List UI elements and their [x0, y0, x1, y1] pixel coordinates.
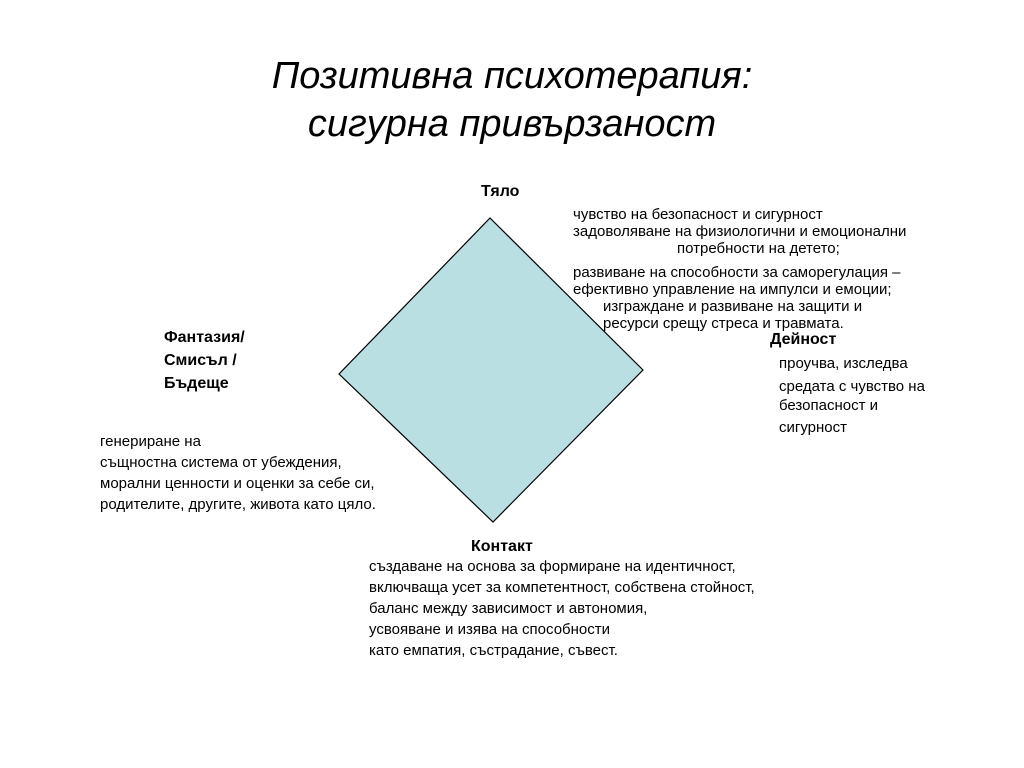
label-contact: Контакт	[471, 538, 533, 555]
fantasy-line: морални ценности и оценки за себе си,	[100, 475, 375, 492]
fantasy-description	[100, 431, 376, 515]
body-line: задоволяване на физиологични и емоционални	[573, 223, 907, 240]
body-line: ресурси срещу стреса и травмата.	[603, 315, 844, 332]
fantasy-line: генериране на	[100, 433, 201, 450]
label-activity: Дейност	[770, 331, 837, 348]
activity-line: безопасност и	[779, 397, 878, 414]
fantasy-line: същностна система от убеждения,	[100, 454, 342, 471]
fantasy-label-line: Смисъл /	[164, 352, 237, 369]
activity-description	[779, 354, 925, 437]
fantasy-label-line: Фантазия/	[164, 329, 245, 346]
contact-line: включваща усет за компетентност, собствена стойност,	[369, 579, 755, 596]
fantasy-label-line: Бъдеще	[164, 375, 229, 392]
body-line: изграждане и развиване на защити и	[603, 298, 863, 315]
activity-line: сигурност	[779, 419, 848, 436]
title-line-2: сигурна привързаност	[307, 103, 717, 145]
label-fantasy	[164, 326, 245, 395]
label-body: Тяло	[481, 183, 520, 200]
body-description	[573, 206, 906, 332]
contact-description	[369, 556, 755, 661]
activity-line: проучва, изследва	[779, 355, 908, 372]
contact-line: усвояване и изява на способности	[369, 621, 611, 638]
body-line: ефективно управление на импулси и емоции;	[573, 281, 892, 298]
title-line-1: Позитивна психотерапия:	[271, 55, 753, 97]
body-line: потребности на детето;	[677, 240, 840, 257]
body-line: развиване на способности за саморегулация –	[573, 264, 901, 281]
contact-line: баланс между зависимост и автономия,	[369, 600, 648, 617]
fantasy-line: родителите, другите, живота като цяло.	[100, 496, 376, 513]
contact-line: като емпатия, състрадание, съвест.	[369, 642, 618, 659]
activity-line: средата с чувство на	[779, 378, 925, 395]
body-line: чувство на безопасност и сигурност	[573, 206, 823, 223]
contact-line: създаване на основа за формиране на идентичност,	[369, 558, 736, 575]
